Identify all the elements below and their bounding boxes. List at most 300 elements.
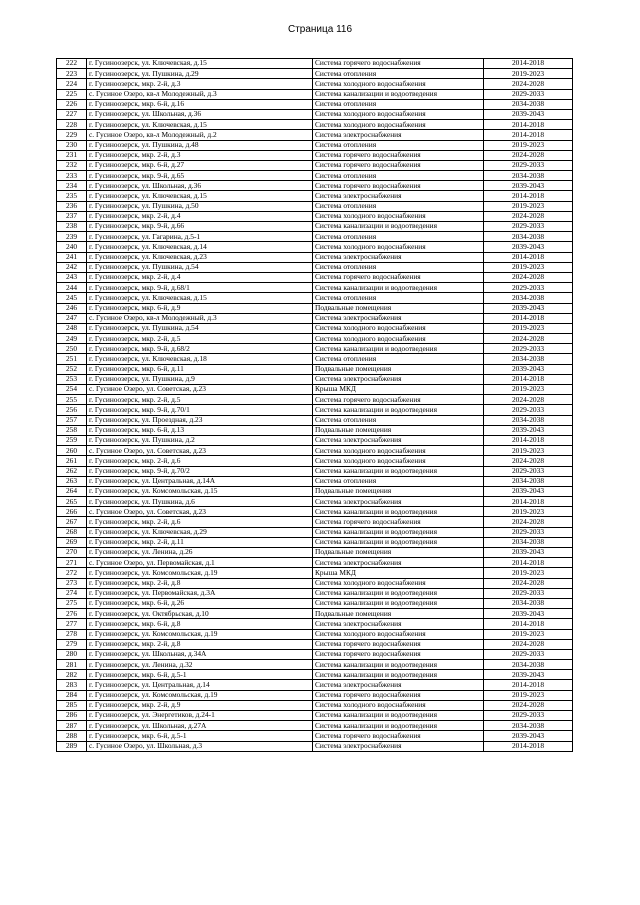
row-system: Крыша МКД (313, 568, 484, 578)
row-system: Система канализации и водоотведения (313, 670, 484, 680)
row-number: 280 (57, 649, 87, 659)
row-period: 2039-2043 (484, 486, 573, 496)
row-number: 263 (57, 476, 87, 486)
row-period: 2029-2033 (484, 527, 573, 537)
row-period: 2024-2028 (484, 395, 573, 405)
row-address: г. Гусиноозерск, мкр. 2-й, д.3 (87, 150, 313, 160)
row-number: 262 (57, 466, 87, 476)
table-row (57, 435, 573, 445)
table-row (57, 721, 573, 731)
table-row (57, 619, 573, 629)
row-system: Система холодного водоснабжения (313, 629, 484, 639)
row-address: г. Гусиноозерск, ул. Ключевская, д.15 (87, 293, 313, 303)
table-row (57, 272, 573, 282)
table-row (57, 446, 573, 456)
table-row (57, 181, 573, 191)
table-row (57, 507, 573, 517)
table-row (57, 222, 573, 232)
row-number: 282 (57, 670, 87, 680)
table-row (57, 191, 573, 201)
table-row (57, 548, 573, 558)
table-row (57, 741, 573, 751)
row-number: 286 (57, 711, 87, 721)
row-address: с. Гусиное Озеро, кв-л Молодежный, д.3 (87, 313, 313, 323)
row-address: г. Гусиноозерск, мкр. 6-й, д.27 (87, 160, 313, 170)
table-row (57, 680, 573, 690)
row-number: 241 (57, 252, 87, 262)
row-address: с. Гусиное Озеро, ул. Советская, д.23 (87, 385, 313, 395)
row-number: 279 (57, 639, 87, 649)
page-title: Страница 116 (287, 24, 353, 35)
table-row (57, 171, 573, 181)
row-period: 2024-2028 (484, 700, 573, 710)
row-address: г. Гусиноозерск, мкр. 2-й, д.11 (87, 537, 313, 547)
row-period: 2014-2018 (484, 680, 573, 690)
row-number: 247 (57, 313, 87, 323)
row-system: Система горячего водоснабжения (313, 649, 484, 659)
table-row (57, 405, 573, 415)
row-number: 287 (57, 721, 87, 731)
row-address: г. Гусиноозерск, мкр. 2-й, д.4 (87, 211, 313, 221)
row-system: Система электроснабжения (313, 191, 484, 201)
row-address: г. Гусиноозерск, мкр. 2-й, д.3 (87, 79, 313, 89)
row-number: 226 (57, 99, 87, 109)
row-number: 249 (57, 334, 87, 344)
row-period: 2034-2038 (484, 171, 573, 181)
table-row (57, 201, 573, 211)
row-system: Подвальные помещения (313, 609, 484, 619)
row-address: с. Гусиное Озеро, кв-л Молодежный, д.3 (87, 89, 313, 99)
schedule-table (56, 58, 573, 752)
row-number: 255 (57, 395, 87, 405)
row-number: 266 (57, 507, 87, 517)
row-number: 271 (57, 558, 87, 568)
row-system: Система канализации и водоотведения (313, 711, 484, 721)
row-address: г. Гусиноозерск, мкр. 2-й, д.5 (87, 334, 313, 344)
row-number: 264 (57, 486, 87, 496)
row-system: Система электроснабжения (313, 741, 484, 751)
row-number: 254 (57, 385, 87, 395)
row-number: 253 (57, 374, 87, 384)
row-address: г. Гусиноозерск, мкр. 6-й, д.13 (87, 425, 313, 435)
row-system: Система холодного водоснабжения (313, 700, 484, 710)
table-row (57, 344, 573, 354)
row-system: Система горячего водоснабжения (313, 181, 484, 191)
table-row (57, 303, 573, 313)
row-number: 248 (57, 323, 87, 333)
row-system: Система канализации и водоотведения (313, 283, 484, 293)
row-period: 2029-2033 (484, 89, 573, 99)
row-number: 250 (57, 344, 87, 354)
row-system: Система холодного водоснабжения (313, 242, 484, 252)
row-number: 269 (57, 537, 87, 547)
row-system: Система горячего водоснабжения (313, 160, 484, 170)
row-period: 2014-2018 (484, 252, 573, 262)
row-system: Система электроснабжения (313, 497, 484, 507)
row-period: 2024-2028 (484, 79, 573, 89)
table-body (57, 59, 573, 752)
row-number: 256 (57, 405, 87, 415)
row-period: 2034-2038 (484, 293, 573, 303)
row-system: Система электроснабжения (313, 313, 484, 323)
table-row (57, 415, 573, 425)
row-address: г. Гусиноозерск, мкр. 2-й, д.8 (87, 578, 313, 588)
row-system: Система горячего водоснабжения (313, 395, 484, 405)
row-address: г. Гусиноозерск, ул. Школьная, д.36 (87, 181, 313, 191)
row-period: 2019-2023 (484, 69, 573, 79)
row-period: 2029-2033 (484, 649, 573, 659)
row-number: 234 (57, 181, 87, 191)
row-number: 277 (57, 619, 87, 629)
row-number: 289 (57, 741, 87, 751)
row-number: 252 (57, 364, 87, 374)
row-address: г. Гусиноозерск, ул. Первомайская, д.3А (87, 588, 313, 598)
table-row (57, 232, 573, 242)
row-address: г. Гусиноозерск, мкр. 9-й, д.65 (87, 171, 313, 181)
row-address: г. Гусиноозерск, ул. Комсомольская, д.19 (87, 690, 313, 700)
row-number: 283 (57, 680, 87, 690)
table-row (57, 252, 573, 262)
row-period: 2014-2018 (484, 435, 573, 445)
row-address: г. Гусиноозерск, мкр. 6-й, д.5-1 (87, 670, 313, 680)
table-row (57, 425, 573, 435)
row-system: Система горячего водоснабжения (313, 150, 484, 160)
row-number: 222 (57, 59, 87, 69)
row-number: 258 (57, 425, 87, 435)
row-system: Система канализации и водоотведения (313, 507, 484, 517)
row-address: с. Гусиное Озеро, ул. Первомайская, д.1 (87, 558, 313, 568)
row-system: Система электроснабжения (313, 680, 484, 690)
table-row (57, 517, 573, 527)
row-system: Система канализации и водоотведения (313, 89, 484, 99)
row-address: г. Гусиноозерск, ул. Ключевская, д.29 (87, 527, 313, 537)
row-system: Система горячего водоснабжения (313, 639, 484, 649)
row-period: 2014-2018 (484, 130, 573, 140)
table-row (57, 527, 573, 537)
row-address: г. Гусиноозерск, ул. Пушкина, д.54 (87, 323, 313, 333)
table-row (57, 374, 573, 384)
table-row (57, 578, 573, 588)
row-system: Система холодного водоснабжения (313, 120, 484, 130)
row-address: г. Гусиноозерск, ул. Центральная, д.14А (87, 476, 313, 486)
row-period: 2039-2043 (484, 731, 573, 741)
row-system: Система канализации и водоотведения (313, 344, 484, 354)
row-system: Система канализации и водоотведения (313, 527, 484, 537)
table-row (57, 385, 573, 395)
row-number: 232 (57, 160, 87, 170)
row-period: 2039-2043 (484, 181, 573, 191)
row-period: 2024-2028 (484, 272, 573, 282)
row-number: 284 (57, 690, 87, 700)
row-address: г. Гусиноозерск, мкр. 6-й, д.9 (87, 303, 313, 313)
row-number: 268 (57, 527, 87, 537)
row-number: 236 (57, 201, 87, 211)
row-address: г. Гусиноозерск, мкр. 9-й, д.66 (87, 222, 313, 232)
row-period: 2024-2028 (484, 334, 573, 344)
table-row (57, 670, 573, 680)
row-system: Система канализации и водоотведения (313, 721, 484, 731)
row-address: г. Гусиноозерск, ул. Ключевская, д.15 (87, 120, 313, 130)
row-address: г. Гусиноозерск, ул. Пушкина, д.50 (87, 201, 313, 211)
table-row (57, 395, 573, 405)
row-address: г. Гусиноозерск, мкр. 2-й, д.9 (87, 700, 313, 710)
row-number: 270 (57, 548, 87, 558)
row-address: г. Гусиноозерск, ул. Ленина, д.26 (87, 548, 313, 558)
table-row (57, 700, 573, 710)
row-system: Система канализации и водоотведения (313, 660, 484, 670)
row-number: 274 (57, 588, 87, 598)
row-number: 243 (57, 272, 87, 282)
row-period: 2029-2033 (484, 222, 573, 232)
row-address: г. Гусиноозерск, ул. Ключевская, д.15 (87, 191, 313, 201)
table-row (57, 568, 573, 578)
table-row (57, 293, 573, 303)
row-address: г. Гусиноозерск, мкр. 9-й, д.70/2 (87, 466, 313, 476)
table-row (57, 79, 573, 89)
table-row (57, 59, 573, 69)
row-period: 2029-2033 (484, 588, 573, 598)
row-period: 2014-2018 (484, 619, 573, 629)
row-address: с. Гусиное Озеро, кв-л Молодежный, д.2 (87, 130, 313, 140)
row-number: 230 (57, 140, 87, 150)
table-row (57, 354, 573, 364)
row-period: 2034-2038 (484, 415, 573, 425)
row-period: 2019-2023 (484, 629, 573, 639)
row-address: г. Гусиноозерск, ул. Ключевская, д.14 (87, 242, 313, 252)
row-number: 228 (57, 120, 87, 130)
row-period: 2039-2043 (484, 303, 573, 313)
row-period: 2029-2033 (484, 344, 573, 354)
row-system: Система горячего водоснабжения (313, 517, 484, 527)
table-row (57, 558, 573, 568)
row-address: г. Гусиноозерск, мкр. 2-й, д.4 (87, 272, 313, 282)
row-address: г. Гусиноозерск, ул. Гагарина, д.5-1 (87, 232, 313, 242)
table-row (57, 211, 573, 221)
table-row (57, 466, 573, 476)
row-address: г. Гусиноозерск, ул. Школьная, д.27А (87, 721, 313, 731)
row-period: 2039-2043 (484, 109, 573, 119)
table-row (57, 649, 573, 659)
row-address: г. Гусиноозерск, ул. Пушкина, д.29 (87, 69, 313, 79)
row-period: 2039-2043 (484, 670, 573, 680)
table-row (57, 588, 573, 598)
row-period: 2029-2033 (484, 711, 573, 721)
row-system: Система канализации и водоотведения (313, 466, 484, 476)
row-system: Система канализации и водоотведения (313, 222, 484, 232)
row-number: 242 (57, 262, 87, 272)
row-system: Система холодного водоснабжения (313, 109, 484, 119)
row-address: г. Гусиноозерск, ул. Ключевская, д.15 (87, 59, 313, 69)
table-row (57, 629, 573, 639)
row-number: 224 (57, 79, 87, 89)
row-number: 245 (57, 293, 87, 303)
row-address: г. Гусиноозерск, ул. Октябрьская, д.10 (87, 609, 313, 619)
row-period: 2024-2028 (484, 456, 573, 466)
row-period: 2014-2018 (484, 374, 573, 384)
row-period: 2024-2028 (484, 639, 573, 649)
table-row (57, 69, 573, 79)
table-row (57, 364, 573, 374)
row-number: 251 (57, 354, 87, 364)
row-system: Система холодного водоснабжения (313, 446, 484, 456)
row-period: 2034-2038 (484, 354, 573, 364)
row-system: Система отопления (313, 476, 484, 486)
table-row (57, 476, 573, 486)
table-row (57, 598, 573, 608)
row-period: 2014-2018 (484, 191, 573, 201)
row-address: г. Гусиноозерск, ул. Пушкина, д.54 (87, 262, 313, 272)
row-address: г. Гусиноозерск, ул. Комсомольская, д.19 (87, 629, 313, 639)
row-period: 2039-2043 (484, 364, 573, 374)
row-period: 2019-2023 (484, 446, 573, 456)
row-number: 238 (57, 222, 87, 232)
row-number: 233 (57, 171, 87, 181)
row-address: г. Гусиноозерск, ул. Комсомольская, д.15 (87, 486, 313, 496)
table-row (57, 731, 573, 741)
row-period: 2029-2033 (484, 405, 573, 415)
row-period: 2024-2028 (484, 150, 573, 160)
row-system: Система холодного водоснабжения (313, 578, 484, 588)
row-address: г. Гусиноозерск, ул. Ключевская, д.18 (87, 354, 313, 364)
row-number: 257 (57, 415, 87, 425)
row-number: 281 (57, 660, 87, 670)
row-number: 244 (57, 283, 87, 293)
row-number: 239 (57, 232, 87, 242)
row-period: 2014-2018 (484, 558, 573, 568)
row-address: г. Гусиноозерск, мкр. 9-й, д.68/2 (87, 344, 313, 354)
row-number: 246 (57, 303, 87, 313)
row-period: 2034-2038 (484, 232, 573, 242)
table-row (57, 711, 573, 721)
row-period: 2039-2043 (484, 425, 573, 435)
row-period: 2034-2038 (484, 99, 573, 109)
row-system: Система отопления (313, 293, 484, 303)
row-number: 240 (57, 242, 87, 252)
table-row (57, 109, 573, 119)
row-address: г. Гусиноозерск, мкр. 2-й, д.8 (87, 639, 313, 649)
table-row (57, 497, 573, 507)
row-period: 2034-2038 (484, 660, 573, 670)
row-address: г. Гусиноозерск, ул. Ключевская, д.23 (87, 252, 313, 262)
row-number: 237 (57, 211, 87, 221)
table-row (57, 89, 573, 99)
row-period: 2029-2033 (484, 160, 573, 170)
table-row (57, 334, 573, 344)
table-row (57, 323, 573, 333)
table-row (57, 130, 573, 140)
row-period: 2014-2018 (484, 59, 573, 69)
row-system: Система отопления (313, 232, 484, 242)
row-system: Система канализации и водоотведения (313, 588, 484, 598)
row-number: 272 (57, 568, 87, 578)
row-number: 227 (57, 109, 87, 119)
row-address: г. Гусиноозерск, мкр. 2-й, д.6 (87, 517, 313, 527)
table-row (57, 242, 573, 252)
table-row (57, 537, 573, 547)
row-system: Система холодного водоснабжения (313, 323, 484, 333)
table-row (57, 456, 573, 466)
row-system: Система электроснабжения (313, 130, 484, 140)
row-address: с. Гусиное Озеро, ул. Школьная, д.3 (87, 741, 313, 751)
row-address: г. Гусиноозерск, ул. Пушкина, д.9 (87, 374, 313, 384)
row-address: г. Гусиноозерск, ул. Энергетиков, д.24-1 (87, 711, 313, 721)
row-system: Система электроснабжения (313, 558, 484, 568)
row-period: 2029-2033 (484, 283, 573, 293)
table-row (57, 160, 573, 170)
row-period: 2019-2023 (484, 262, 573, 272)
row-system: Система отопления (313, 201, 484, 211)
row-period: 2039-2043 (484, 548, 573, 558)
row-address: г. Гусиноозерск, ул. Школьная, д.34А (87, 649, 313, 659)
row-period: 2029-2033 (484, 466, 573, 476)
row-period: 2014-2018 (484, 497, 573, 507)
row-system: Система отопления (313, 171, 484, 181)
row-address: г. Гусиноозерск, ул. Центральная, д.14 (87, 680, 313, 690)
row-system: Подвальные помещения (313, 548, 484, 558)
row-address: г. Гусиноозерск, мкр. 6-й, д.8 (87, 619, 313, 629)
table-row (57, 140, 573, 150)
row-number: 260 (57, 446, 87, 456)
table-row (57, 99, 573, 109)
row-system: Система канализации и водоотведения (313, 405, 484, 415)
row-period: 2034-2038 (484, 476, 573, 486)
row-period: 2024-2028 (484, 517, 573, 527)
row-address: г. Гусиноозерск, ул. Пушкина, д.6 (87, 497, 313, 507)
row-address: г. Гусиноозерск, мкр. 9-й, д.70/1 (87, 405, 313, 415)
row-system: Система отопления (313, 99, 484, 109)
row-period: 2034-2038 (484, 598, 573, 608)
row-system: Система горячего водоснабжения (313, 690, 484, 700)
row-system: Система горячего водоснабжения (313, 59, 484, 69)
row-period: 2019-2023 (484, 690, 573, 700)
row-period: 2034-2038 (484, 537, 573, 547)
row-system: Система холодного водоснабжения (313, 456, 484, 466)
row-system: Система горячего водоснабжения (313, 731, 484, 741)
row-period: 2024-2028 (484, 211, 573, 221)
row-system: Система электроснабжения (313, 619, 484, 629)
row-system: Система холодного водоснабжения (313, 211, 484, 221)
table-row (57, 609, 573, 619)
row-system: Система отопления (313, 415, 484, 425)
row-address: г. Гусиноозерск, мкр. 9-й, д.68/1 (87, 283, 313, 293)
row-number: 276 (57, 609, 87, 619)
row-system: Система холодного водоснабжения (313, 79, 484, 89)
table-row (57, 283, 573, 293)
table-row (57, 120, 573, 130)
row-period: 2014-2018 (484, 313, 573, 323)
row-period: 2014-2018 (484, 120, 573, 130)
row-period: 2034-2038 (484, 721, 573, 731)
row-system: Подвальные помещения (313, 486, 484, 496)
row-period: 2019-2023 (484, 385, 573, 395)
row-number: 275 (57, 598, 87, 608)
row-address: г. Гусиноозерск, мкр. 6-й, д.16 (87, 99, 313, 109)
row-address: г. Гусиноозерск, ул. Ленина, д.32 (87, 660, 313, 670)
row-system: Система отопления (313, 262, 484, 272)
row-period: 2039-2043 (484, 609, 573, 619)
table-row (57, 639, 573, 649)
row-number: 235 (57, 191, 87, 201)
row-system: Система отопления (313, 69, 484, 79)
row-period: 2024-2028 (484, 578, 573, 588)
row-number: 223 (57, 69, 87, 79)
row-number: 273 (57, 578, 87, 588)
row-address: с. Гусиное Озеро, ул. Советская, д.23 (87, 507, 313, 517)
row-address: г. Гусиноозерск, мкр. 6-й, д.26 (87, 598, 313, 608)
row-number: 278 (57, 629, 87, 639)
row-period: 2019-2023 (484, 323, 573, 333)
row-number: 225 (57, 89, 87, 99)
